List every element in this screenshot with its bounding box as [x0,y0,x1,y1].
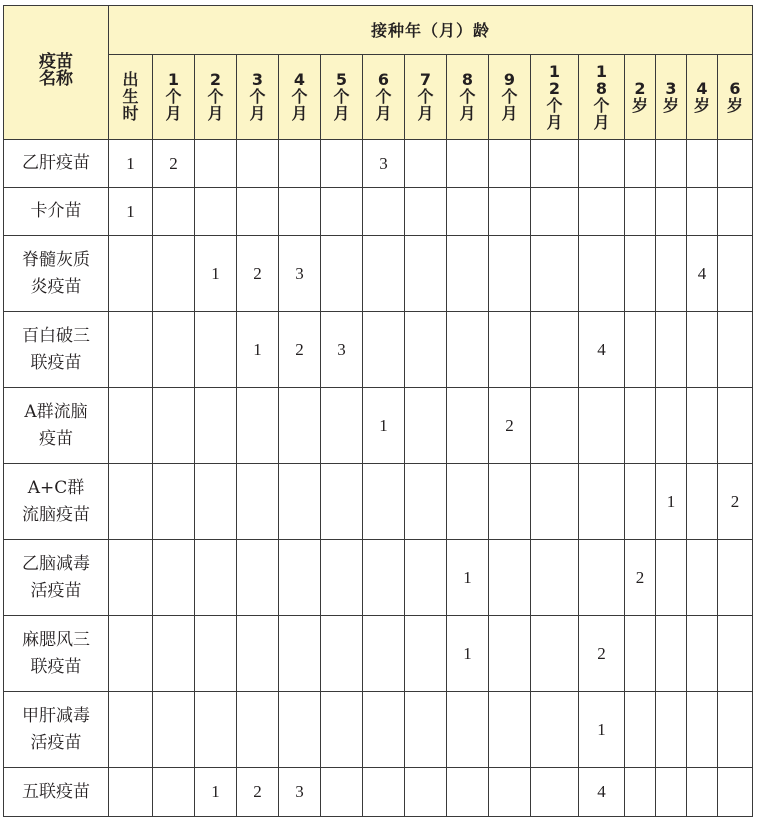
dose-cell [405,388,447,464]
dose-cell [279,388,321,464]
dose-cell [237,540,279,616]
dose-cell [153,140,195,188]
dose-cell [718,140,753,188]
dose-cell [363,140,405,188]
dose-cell [687,768,718,817]
age-header-cell [363,55,405,140]
age-header-label: 6岁 [726,78,743,115]
dose-cell [718,768,753,817]
dose-cell [625,312,656,388]
dose-cell [195,540,237,616]
dose-number: 3 [295,782,304,801]
dose-cell [625,188,656,236]
dose-cell [153,768,195,817]
dose-cell [153,616,195,692]
dose-cell [405,692,447,768]
dose-cell [656,616,687,692]
dose-cell [489,692,531,768]
dose-cell [363,312,405,388]
age-header-cell [321,55,363,140]
dose-cell [625,540,656,616]
dose-cell [531,616,579,692]
dose-cell [718,388,753,464]
dose-number: 3 [337,339,346,359]
dose-cell [625,388,656,464]
dose-cell [687,464,718,540]
vaccine-name-header [4,6,109,140]
dose-cell [625,140,656,188]
dose-cell [279,140,321,188]
dose-cell [531,388,579,464]
dose-cell [279,312,321,388]
dose-number: 1 [597,719,606,739]
dose-cell [237,188,279,236]
vaccine-row [4,312,753,388]
dose-cell [531,768,579,817]
dose-cell [687,692,718,768]
dose-cell [447,616,489,692]
dose-cell [195,236,237,312]
dose-cell [153,236,195,312]
dose-number: 4 [597,339,606,359]
dose-cell [656,540,687,616]
vaccine-name: 麻腮风三联疫苗 [22,629,90,677]
dose-cell [195,768,237,817]
age-header-label: 出生时 [122,70,139,123]
dose-cell [279,236,321,312]
dose-number: 1 [211,782,220,801]
dose-cell [718,236,753,312]
age-header-cell [656,55,687,140]
vaccine-name-cell [4,540,109,616]
dose-cell [718,464,753,540]
dose-number: 1 [666,491,676,511]
vaccine-name: 卡介苗 [30,201,82,221]
age-header-cell [279,55,321,140]
vaccine-name-cell [4,236,109,312]
dose-cell [109,188,153,236]
vaccine-row [4,464,753,540]
dose-cell [447,540,489,616]
dose-number: 2 [295,339,304,359]
dose-cell [109,768,153,817]
age-header-cell [718,55,753,140]
dose-number: 2 [253,263,262,283]
dose-cell [625,464,656,540]
dose-cell [687,616,718,692]
age-header-cell [531,55,579,140]
age-header-label: 2岁 [631,78,648,115]
dose-cell [195,140,237,188]
age-header-cell [687,55,718,140]
dose-cell [363,616,405,692]
dose-cell [195,388,237,464]
vaccine-row [4,388,753,464]
dose-cell [687,540,718,616]
vaccine-name: 脊髓灰质炎疫苗 [22,249,90,297]
vaccine-row [4,616,753,692]
age-header-label: 18个月 [593,61,610,132]
dose-cell [579,388,625,464]
dose-cell [109,312,153,388]
dose-cell [195,188,237,236]
dose-cell [687,388,718,464]
age-header-cell [489,55,531,140]
dose-cell [447,140,489,188]
vaccine-name-cell [4,312,109,388]
age-header-cell [405,55,447,140]
dose-number: 2 [730,491,740,511]
dose-cell [687,188,718,236]
dose-cell [656,236,687,312]
dose-cell [279,616,321,692]
dose-number: 1 [463,567,472,587]
dose-cell [405,540,447,616]
dose-cell [579,236,625,312]
dose-cell [625,616,656,692]
dose-cell [195,692,237,768]
dose-cell [447,312,489,388]
dose-cell [195,616,237,692]
dose-cell [579,312,625,388]
dose-cell [447,464,489,540]
dose-cell [109,236,153,312]
dose-number: 4 [597,782,606,801]
dose-number: 1 [379,415,388,435]
dose-cell [489,768,531,817]
vaccination-schedule-table [3,5,753,817]
dose-cell [109,140,153,188]
dose-cell [153,464,195,540]
dose-cell [656,768,687,817]
dose-cell [625,768,656,817]
dose-cell [625,236,656,312]
dose-cell [363,464,405,540]
dose-number: 1 [211,263,220,283]
dose-cell [656,692,687,768]
dose-cell [279,540,321,616]
age-header-label: 12个月 [546,61,563,132]
dose-cell [447,188,489,236]
age-group-header: 接种年（月）龄 [109,6,753,55]
age-header-label: 8个月 [459,70,476,123]
dose-cell [489,236,531,312]
dose-cell [447,236,489,312]
vaccine-rows [4,140,753,817]
vaccine-name-cell [4,464,109,540]
dose-cell [405,768,447,817]
dose-cell [625,692,656,768]
dose-cell [279,692,321,768]
dose-cell [153,388,195,464]
vaccine-name: 乙肝疫苗 [22,153,90,173]
dose-cell [447,692,489,768]
dose-cell [579,768,625,817]
vaccine-name-cell [4,768,109,817]
dose-cell [405,140,447,188]
dose-cell [363,188,405,236]
age-header-cell [447,55,489,140]
dose-cell [405,236,447,312]
dose-cell [718,692,753,768]
dose-cell [447,388,489,464]
dose-cell [531,140,579,188]
vaccine-name-cell [4,692,109,768]
dose-cell [489,188,531,236]
age-header-label: 1个月 [165,70,182,123]
dose-number: 2 [597,643,606,663]
age-header-row [4,55,753,140]
dose-cell [718,188,753,236]
dose-cell [109,692,153,768]
dose-cell [195,312,237,388]
dose-cell [531,236,579,312]
vaccine-name-cell [4,388,109,464]
dose-cell [321,312,363,388]
vaccine-row [4,540,753,616]
age-header-cell [625,55,656,140]
vaccine-row [4,768,753,817]
dose-cell [579,616,625,692]
dose-number: 2 [253,782,262,801]
dose-cell [321,236,363,312]
vaccine-row [4,236,753,312]
dose-cell [195,464,237,540]
dose-cell [656,388,687,464]
dose-cell [109,388,153,464]
dose-cell [237,236,279,312]
age-header-label: 3岁 [662,78,679,115]
dose-number: 2 [169,153,178,173]
dose-cell [405,188,447,236]
vaccine-name-cell [4,188,109,236]
dose-cell [237,312,279,388]
dose-cell [579,692,625,768]
age-header-cell [579,55,625,140]
dose-cell [579,464,625,540]
dose-number: 3 [379,153,388,173]
vaccine-name-cell [4,140,109,188]
dose-cell [489,312,531,388]
dose-cell [321,388,363,464]
vaccine-row [4,692,753,768]
dose-number: 1 [463,643,472,663]
age-header-label: 7个月 [417,70,434,123]
dose-cell [489,540,531,616]
dose-cell [531,540,579,616]
dose-cell [363,236,405,312]
dose-cell [279,188,321,236]
dose-cell [237,692,279,768]
vaccine-row [4,140,753,188]
dose-cell [579,140,625,188]
dose-cell [363,388,405,464]
age-header-label: 4岁 [693,78,710,115]
vaccine-name: 乙脑减毒活疫苗 [22,553,90,601]
dose-cell [687,140,718,188]
dose-cell [579,540,625,616]
dose-cell [718,312,753,388]
dose-number: 2 [635,567,645,587]
dose-number: 3 [295,263,304,283]
dose-cell [109,540,153,616]
dose-number: 1 [253,339,262,359]
dose-cell [489,388,531,464]
dose-cell [656,140,687,188]
dose-cell [363,692,405,768]
dose-cell [579,188,625,236]
dose-number: 1 [126,153,135,173]
dose-cell [321,140,363,188]
dose-number: 4 [697,263,707,283]
dose-cell [321,464,363,540]
dose-cell [153,692,195,768]
vaccine-name: A群流脑疫苗 [24,401,88,449]
dose-cell [656,464,687,540]
dose-cell [687,312,718,388]
vaccine-name: 甲肝减毒活疫苗 [22,705,90,753]
dose-cell [656,312,687,388]
age-header-cell [153,55,195,140]
dose-cell [405,464,447,540]
dose-cell [279,464,321,540]
vaccine-name: 五联疫苗 [22,781,90,802]
dose-cell [321,692,363,768]
dose-cell [237,140,279,188]
age-header-cell [237,55,279,140]
dose-cell [109,616,153,692]
vaccine-row [4,188,753,236]
dose-cell [153,540,195,616]
dose-cell [363,540,405,616]
vaccine-name-cell [4,616,109,692]
dose-cell [656,188,687,236]
age-header-label: 5个月 [333,70,350,123]
dose-number: 2 [505,415,514,435]
age-header-label: 6个月 [375,70,392,123]
age-header-cell [109,55,153,140]
age-header-label: 9个月 [501,70,518,123]
dose-cell [531,188,579,236]
dose-cell [109,464,153,540]
dose-cell [405,616,447,692]
dose-cell [153,188,195,236]
dose-cell [531,464,579,540]
dose-cell [237,388,279,464]
dose-cell [321,188,363,236]
dose-cell [447,768,489,817]
dose-cell [153,312,195,388]
dose-cell [363,768,405,817]
dose-cell [321,768,363,817]
dose-cell [531,312,579,388]
dose-cell [237,768,279,817]
age-header-cell [195,55,237,140]
age-header-label: 3个月 [249,70,266,123]
vaccine-name-header-text: 疫苗名称 [39,52,73,89]
dose-cell [687,236,718,312]
vaccine-name: 百白破三联疫苗 [22,325,90,373]
dose-cell [405,312,447,388]
header-row-group [4,6,753,55]
age-header-label: 4个月 [291,70,308,123]
dose-cell [321,616,363,692]
dose-cell [489,140,531,188]
vaccine-name: A+C群流脑疫苗 [22,477,90,525]
age-header-label: 2个月 [207,70,224,123]
dose-cell [279,768,321,817]
dose-cell [321,540,363,616]
dose-cell [531,692,579,768]
dose-cell [718,616,753,692]
dose-cell [489,616,531,692]
dose-cell [237,464,279,540]
dose-cell [718,540,753,616]
dose-cell [489,464,531,540]
dose-number: 1 [126,201,135,221]
dose-cell [237,616,279,692]
